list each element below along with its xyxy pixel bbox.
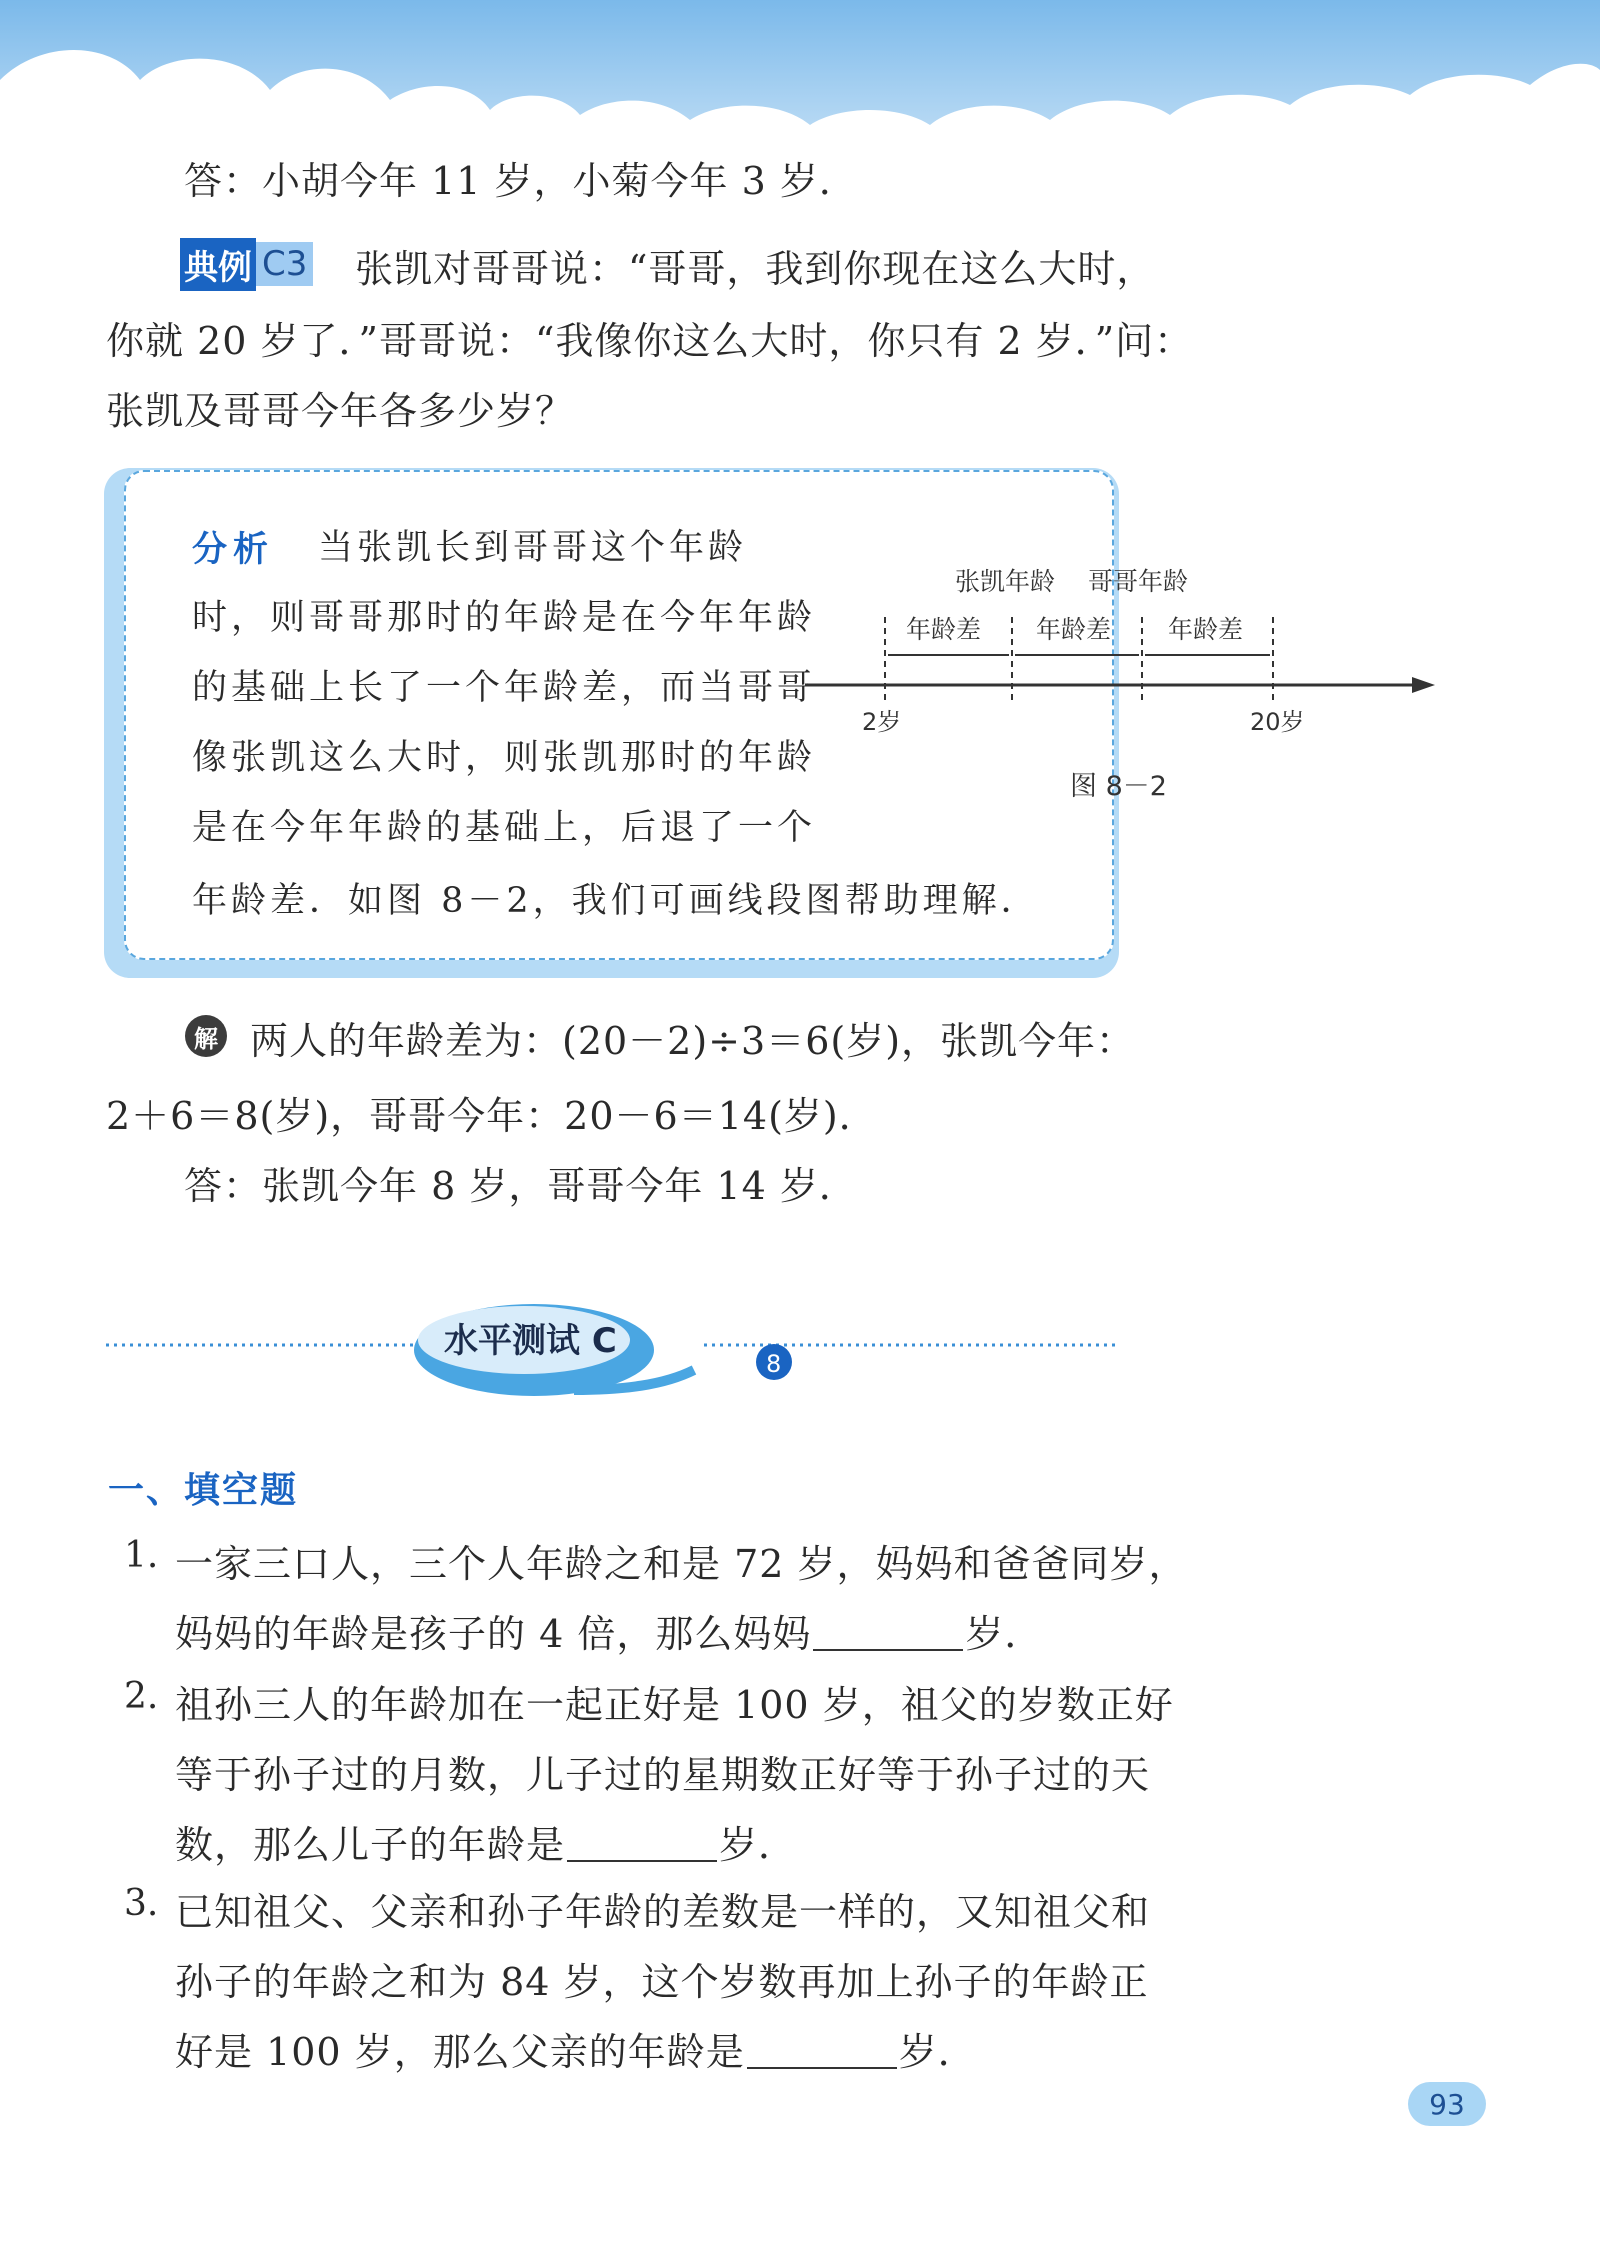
analysis-line-3: 的基础上长了一个年龄差，而当哥哥 bbox=[192, 668, 817, 708]
previous-answer: 答：小胡今年 11 岁，小菊今年 3 岁． bbox=[184, 159, 858, 203]
question-2-text: 数，那么儿子的年龄是 bbox=[175, 1823, 566, 1867]
test-title: 水平测试 C bbox=[444, 1321, 617, 1361]
question-3-line-1: 已知祖父、父亲和孙子年龄的差数是一样的，又知祖父和 bbox=[175, 1890, 1151, 1934]
question-3-suffix: 岁． bbox=[898, 2030, 977, 2074]
analysis-label: 分析 bbox=[192, 530, 275, 570]
figure-top-label-right: 哥哥年龄 bbox=[1088, 567, 1189, 596]
section-title: 一、填空题 bbox=[108, 1470, 299, 1511]
example-line-3: 张凯及哥哥今年各多少岁？ bbox=[106, 389, 575, 433]
figure-end-label: 20岁 bbox=[1250, 708, 1305, 736]
example-badge-label: 典例 bbox=[180, 238, 256, 291]
analysis-line-4: 像张凯这么大时，则张凯那时的年龄 bbox=[192, 738, 817, 778]
question-3-blank[interactable] bbox=[747, 2033, 897, 2069]
question-1-line-2 bbox=[175, 1603, 1043, 1658]
example-line-1: 张凯对哥哥说：“哥哥，我到你现在这么大时， bbox=[355, 247, 1156, 291]
question-2-blank[interactable] bbox=[567, 1826, 717, 1862]
line-segment-diagram bbox=[800, 555, 1450, 815]
analysis-line-5: 是在今年年龄的基础上，后退了一个 bbox=[192, 808, 817, 848]
question-2-number: 2. bbox=[124, 1676, 159, 1717]
question-1-blank[interactable] bbox=[813, 1615, 963, 1651]
analysis-line-6: 年龄差．如图 8－2，我们可画线段图帮助理解． bbox=[192, 881, 1040, 921]
question-2-line-2: 等于孙子过的月数，儿子过的星期数正好等于孙子过的天 bbox=[175, 1753, 1151, 1797]
question-2-line-3 bbox=[175, 1814, 797, 1869]
example-line-2: 你就 20 岁了．”哥哥说：“我像你这么大时，你只有 2 岁．”问： bbox=[106, 319, 1194, 363]
solution-answer: 答：张凯今年 8 岁，哥哥今年 14 岁． bbox=[184, 1164, 858, 1208]
solution-line-2: 2＋6＝8(岁)，哥哥今年：20－6＝14(岁)． bbox=[106, 1094, 878, 1138]
question-1-line-1: 一家三口人，三个人年龄之和是 72 岁，妈妈和爸爸同岁， bbox=[175, 1542, 1188, 1586]
question-3-line-2: 孙子的年龄之和为 84 岁，这个岁数再加上孙子的年龄正 bbox=[175, 1960, 1149, 2004]
question-1-suffix: 岁． bbox=[965, 1612, 1044, 1656]
page-number: 93 bbox=[1408, 2082, 1486, 2126]
question-1-number: 1. bbox=[124, 1535, 159, 1576]
figure-start-label: 2岁 bbox=[862, 708, 902, 736]
question-3-line-3 bbox=[175, 2021, 977, 2076]
test-number: 8 bbox=[766, 1350, 782, 1378]
test-header bbox=[104, 1280, 1124, 1420]
question-3-number: 3. bbox=[124, 1883, 159, 1924]
segment-label-2: 年龄差 bbox=[1036, 615, 1112, 644]
solution-icon: 解 bbox=[185, 1015, 227, 1057]
segment-label-1: 年龄差 bbox=[906, 615, 982, 644]
figure-caption: 图 8－2 bbox=[1070, 771, 1167, 802]
question-2-suffix: 岁． bbox=[719, 1823, 798, 1867]
question-3-text: 好是 100 岁，那么父亲的年龄是 bbox=[175, 2030, 745, 2074]
analysis-line-1: 当张凯长到哥哥这个年龄 bbox=[318, 528, 748, 568]
question-2-line-1: 祖孙三人的年龄加在一起正好是 100 岁，祖父的岁数正好 bbox=[175, 1683, 1174, 1727]
example-badge-code: C3 bbox=[256, 242, 313, 286]
solution-line-1: 两人的年龄差为：(20－2)÷3＝6(岁)，张凯今年： bbox=[250, 1019, 1136, 1063]
segment-label-3: 年龄差 bbox=[1168, 615, 1244, 644]
arrow-head-icon bbox=[1412, 677, 1435, 693]
analysis-line-2: 时，则哥哥那时的年龄是在今年年龄 bbox=[192, 598, 817, 638]
example-badge bbox=[180, 240, 313, 288]
question-1-text: 妈妈的年龄是孩子的 4 倍，那么妈妈 bbox=[175, 1612, 812, 1656]
figure-top-label-left: 张凯年龄 bbox=[955, 567, 1056, 596]
